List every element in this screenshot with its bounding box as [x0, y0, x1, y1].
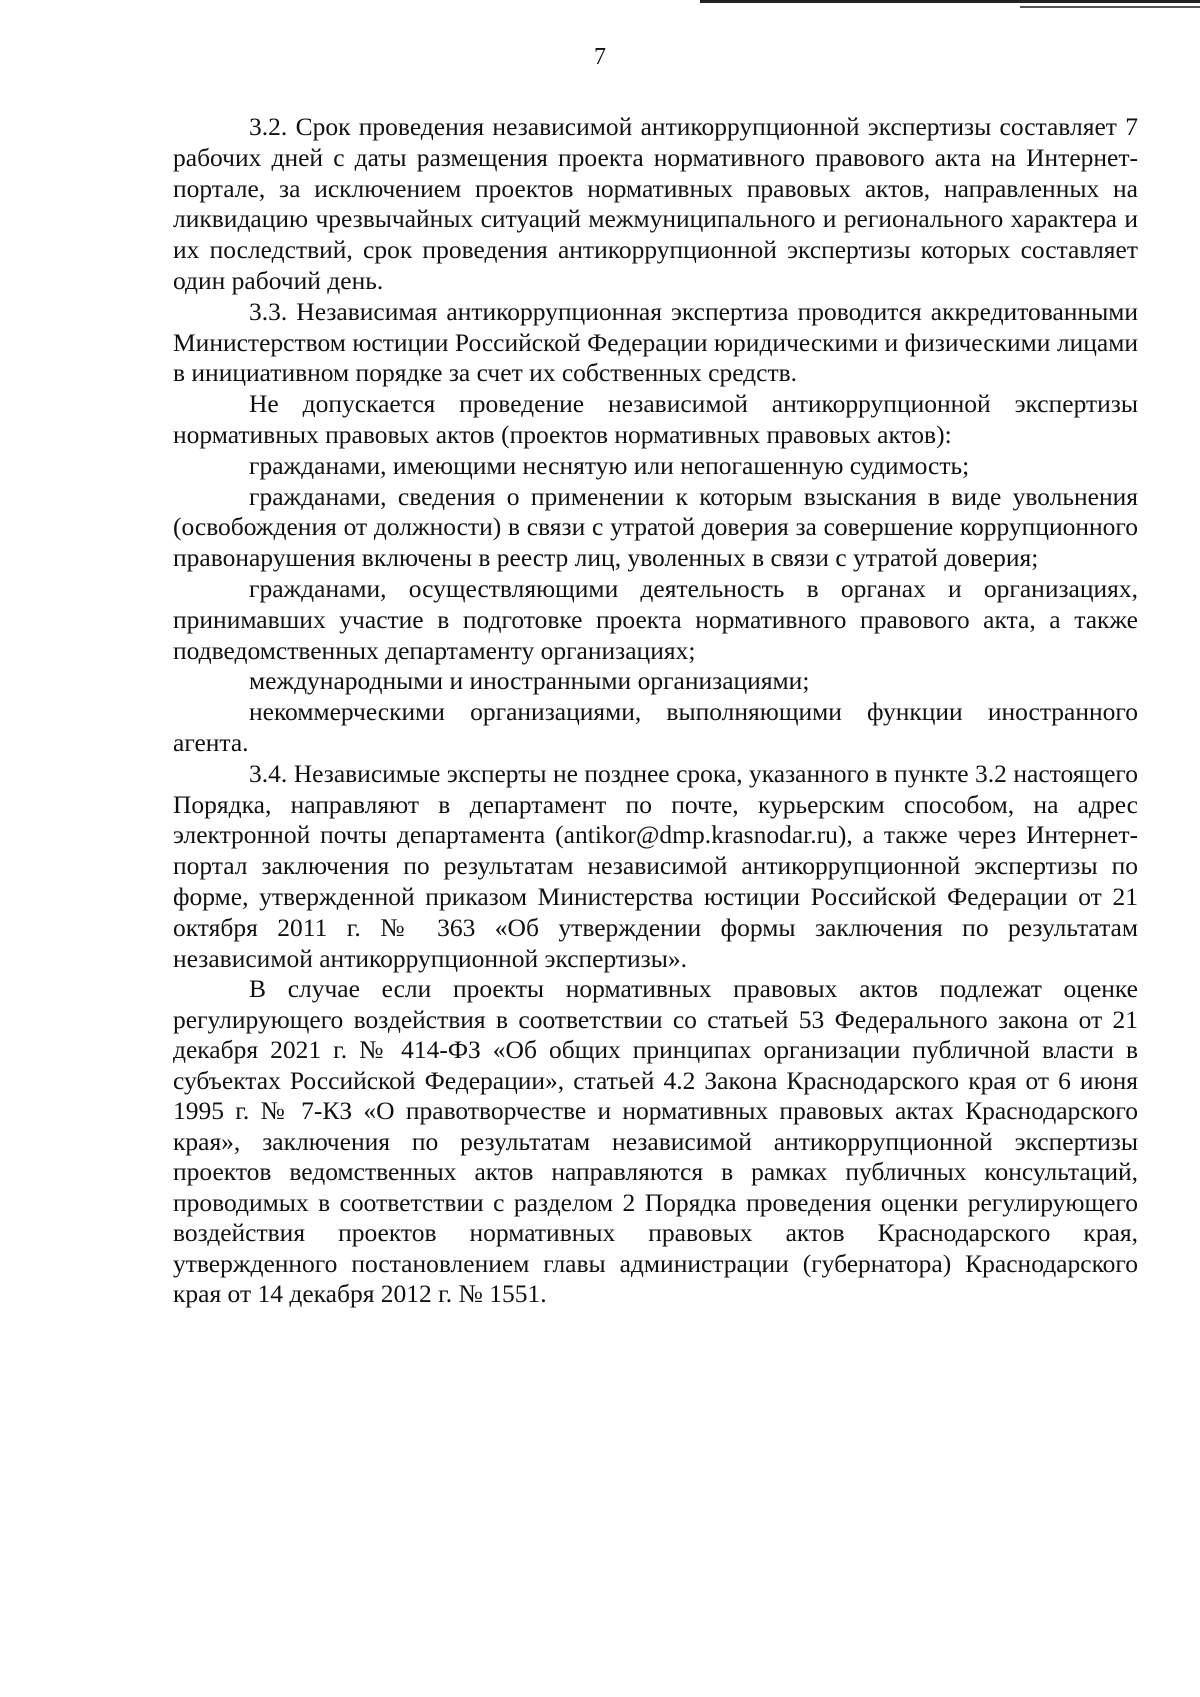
page-number: 7 — [594, 44, 606, 70]
paragraph-regulatory-impact: В случае если проекты нормативных правовых актов подлежат оценке регулирующего воздействия в соответствии со статьей 53 Федерального закона от 21 декабря 2021 г. № 414-ФЗ «Об общих принципах организации публичной власти в субъектах Российской Федерации», статьей 4.2 Закона Краснодарского края от 6 июня 1995 г. № 7-КЗ «О правотворчестве и нормативных правовых актах Краснодарского края», заключения по результатам независимой антикоррупционной экспертизы проектов ведомственных актов направляются в рамках публичных консультаций, проводимых в соответствии с разделом 2 Порядка проведения оценки регулирующего воздействия проектов нормативных правовых актов Краснодарского края, утвержденного постановлением главы администрации (губернатора) Краснодарского края от 14 декабря 2012 г. № 1551. — [173, 974, 1138, 1309]
list-item-international-orgs: международными и иностранными организациями; — [249, 666, 810, 696]
paragraph-3-4: 3.4. Независимые эксперты не позднее срока, указанного в пункте 3.2 настоящего Порядка, направляют в департамент по почте, курьерским способом, на адрес электронной почты департамента (antikor@dmp.krasnodar.ru), а также через Интернет-портал заключения по результатам независимой антикоррупционной экспертизы по форме, утвержденной приказом Министерства юстиции Российской Федерации от 21 октября 2011 г. № 363 «Об утверждении формы заключения по результатам независимой антикоррупционной экспертизы». — [173, 758, 1138, 973]
document-body — [173, 112, 1138, 1310]
list-item-participants: гражданами, осуществляющими деятельность в органах и организациях, принимавших участие в подготовке проекта нормативного правового акта, а также подведомственных департаменту организациях; — [173, 573, 1138, 665]
paragraph-prohibition-intro: Не допускается проведение независимой антикоррупционной экспертизы нормативных правовых актов (проектов нормативных правовых актов): — [173, 389, 1138, 449]
scan-edge-line-secondary — [1020, 6, 1200, 8]
paragraph-3-3: 3.3. Независимая антикоррупционная экспертиза проводится аккредитованными Министерством юстиции Российской Федерации юридическими и физическими лицами в инициативном порядке за счет их собственных средств. — [173, 296, 1138, 388]
paragraph-3-2: 3.2. Срок проведения независимой антикоррупционной экспертизы составляет 7 рабочих дней с даты размещения проекта нормативного правового акта на Интернет-портале, за исключением проектов нормативных правовых актов, направленных на ликвидацию чрезвычайных ситуаций межмуниципального и регионального характера и их последствий, срок проведения антикоррупционной экспертизы которых составляет один рабочий день. — [173, 112, 1138, 295]
list-item-criminal-record: гражданами, имеющими неснятую или непогашенную судимость; — [249, 450, 970, 480]
list-item-dismissed-persons: гражданами, сведения о применении к которым взыскания в виде увольнения (освобождения от должности) в связи с утратой доверия за совершение коррупционного правонарушения включены в реестр лиц, уволенных в связи с утратой доверия; — [173, 481, 1138, 573]
list-item-foreign-agents: некоммерческими организациями, выполняющими функции иностранного агента. — [173, 697, 1138, 757]
scan-edge-line — [700, 0, 1200, 3]
